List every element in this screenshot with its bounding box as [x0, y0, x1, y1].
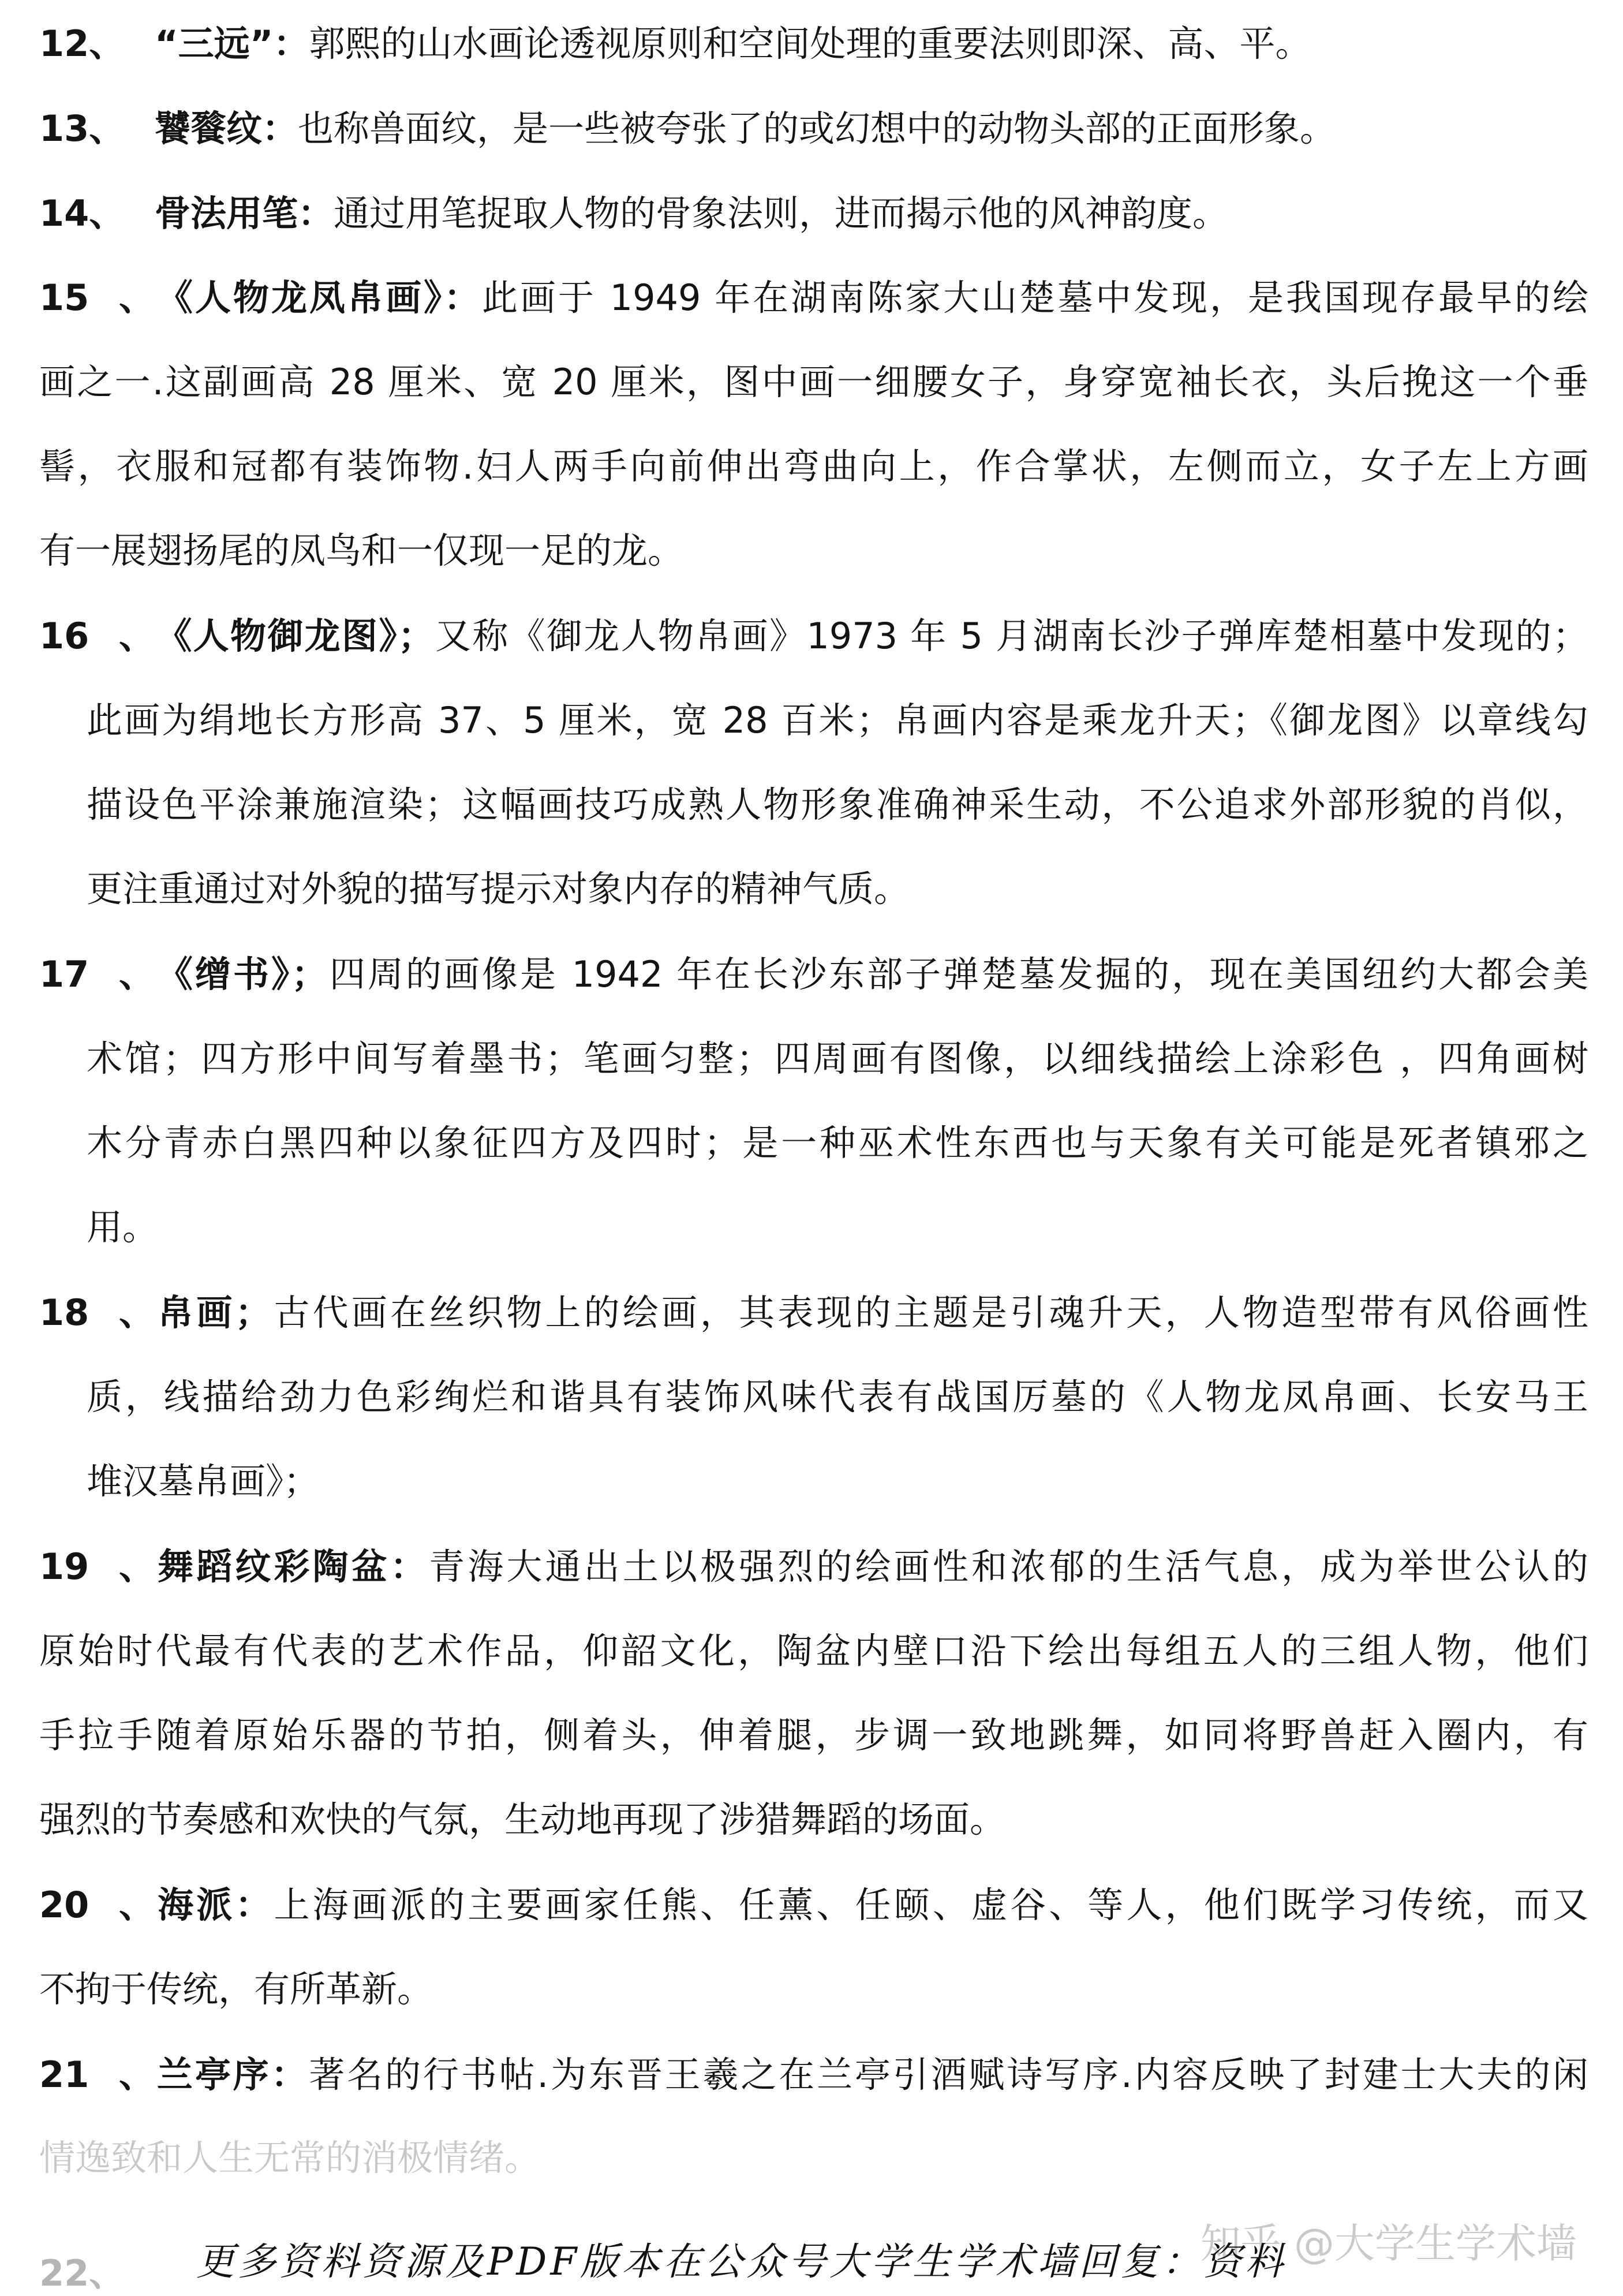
entry-number: 21、	[39, 2054, 155, 2096]
entry-number: 14、	[39, 192, 125, 234]
entry-17-line: 用。	[87, 1206, 159, 1248]
entry-text: 通过用笔捉取人物的骨象法则，进而揭示他的风神韵度。	[334, 192, 1229, 234]
entry-number: 15、	[39, 277, 155, 319]
entry-text: 郭熙的山水画论透视原则和空间处理的重要法则即深、高、平。	[309, 23, 1311, 65]
entry-text: 上海画派的主要画家任熊、任薰、任颐、虚谷、等人，他们既学习传统，而又	[274, 1884, 1588, 1926]
entry-16-line: 描设色平涂兼施渲染；这幅画技巧成熟人物形象准确神采生动，不公追求外部形貌的肖似，	[87, 783, 1588, 826]
entry-text: 四周的画像是 1942 年在长沙东部子弹楚墓发掘的，现在美国纽约大都会美	[327, 953, 1588, 995]
entry-text: 著名的行书帖.为东晋王羲之在兰亭引酒赋诗写序.内容反映了封建士大夫的闲	[309, 2054, 1588, 2096]
entry-number: 13、	[39, 107, 125, 150]
entry-number: 20、	[39, 1884, 155, 1926]
entry-text: 又称《御龙人物帛画》1973 年 5 月湖南长沙子弹库楚相墓中发现的；	[433, 615, 1588, 657]
entry-term: 《缯书》；	[155, 953, 327, 995]
entry-20	[39, 1883, 1588, 1927]
entry-text: 此画于 1949 年在湖南陈家大山楚墓中发现，是我国现存最早的绘	[481, 277, 1588, 319]
entry-text: 青海大通出土以极强烈的绘画性和浓郁的生活气息，成为举世公认的	[429, 1545, 1588, 1588]
entry-17-line: 木分青赤白黑四种以象征四方及四时；是一种巫术性东西也与天象有关可能是死者镇邪之	[87, 1122, 1588, 1164]
entry-19-line: 手拉手随着原始乐器的节拍，侧着头，伸着腿，步调一致地跳舞，如同将野兽赶入圈内，有	[39, 1714, 1588, 1756]
entry-16	[39, 614, 1588, 658]
entry-text: 也称兽面纹，是一些被夸张了的或幻想中的动物头部的正面形象。	[298, 107, 1336, 150]
entry-16-line: 更注重通过对外貌的描写提示对象内存的精神气质。	[87, 868, 910, 910]
entry-20-line: 不拘于传统，有所革新。	[39, 1968, 433, 2010]
entry-14	[39, 192, 1588, 236]
zhihu-watermark: 知乎 @大学生学术墙	[1200, 2220, 1577, 2267]
entry-18-line: 堆汉墓帛画》；	[87, 1460, 320, 1502]
entry-15	[39, 276, 1588, 320]
entry-term: “三远”：	[155, 23, 309, 65]
entry-number: 12、	[39, 23, 125, 65]
entry-19-line: 强烈的节奏感和欢快的气氛，生动地再现了涉猎舞蹈的场面。	[39, 1798, 1006, 1840]
entry-18-line: 质，线描给劲力色彩绚烂和谐具有装饰风味代表有战国厉墓的《人物龙凤帛画、长安马王	[87, 1376, 1588, 1418]
entry-19-line: 原始时代最有代表的艺术作品，仰韶文化，陶盆内壁口沿下绘出每组五人的三组人物，他们	[39, 1630, 1588, 1672]
entry-19	[39, 1545, 1588, 1589]
entry-21	[39, 2053, 1588, 2097]
entry-12	[39, 22, 1588, 66]
entry-number: 19、	[39, 1545, 155, 1588]
entry-term: 骨法用笔：	[155, 192, 334, 234]
entry-term: 舞蹈纹彩陶盆：	[155, 1545, 429, 1588]
entry-18	[39, 1291, 1588, 1335]
entry-term: 饕餮纹：	[155, 107, 298, 150]
entry-text: 古代画在丝织物上的绘画，其表现的主题是引魂升天，人物造型带有风俗画性	[271, 1291, 1588, 1334]
entry-term: 《人物龙凤帛画》：	[155, 277, 482, 319]
entry-term: 兰亭序：	[155, 2054, 309, 2096]
entry-13	[39, 107, 1588, 151]
entry-term: 《人物御龙图》；	[155, 615, 434, 657]
entry-term: 帛画；	[155, 1291, 271, 1334]
entry-15-line: 有一展翅扬尾的凤鸟和一仅现一足的龙。	[39, 529, 684, 572]
entry-21-line-faded: 情逸致和人生无常的消极情绪。	[39, 2137, 541, 2179]
entry-number: 16、	[39, 615, 155, 657]
entry-term: 海派：	[155, 1884, 274, 1926]
footer-banner: 更多资料资源及PDF版本在公众号大学生学术墙回复：资料	[196, 2239, 1287, 2284]
entry-15-line: 髻，衣服和冠都有装饰物.妇人两手向前伸出弯曲向上，作合掌状，左侧而立，女子左上方画	[39, 445, 1588, 487]
entry-16-line: 此画为绢地长方形高 37、5 厘米，宽 28 百米；帛画内容是乘龙升天；《御龙图》以章线勾	[87, 699, 1588, 741]
entry-15-line: 画之一.这副画高 28 厘米、宽 20 厘米，图中画一细腰女子，身穿宽袖长衣，头后挽这一个垂	[39, 361, 1588, 403]
entry-17	[39, 953, 1588, 996]
entry-22-number-cut: 22、	[39, 2252, 125, 2294]
entry-17-line: 术馆；四方形中间写着墨书；笔画匀整；四周画有图像，以细线描绘上涂彩色 ，四角画树	[87, 1037, 1588, 1080]
entry-number: 17、	[39, 953, 155, 995]
entry-number: 18、	[39, 1291, 155, 1334]
